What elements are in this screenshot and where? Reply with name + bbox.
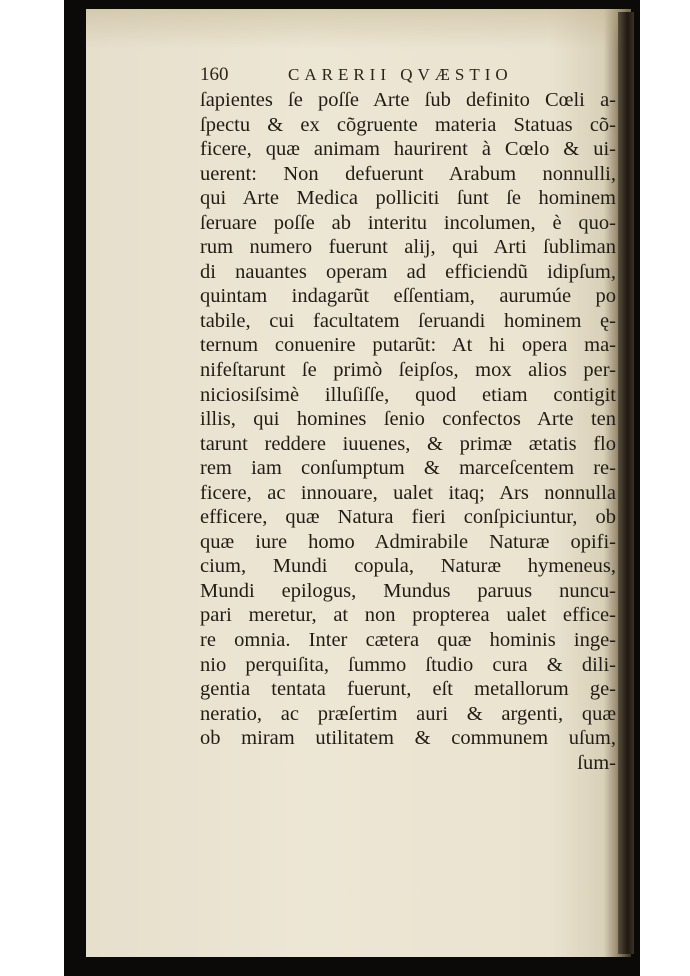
text-line: illis, qui homines ſenio confectos Arte ten xyxy=(200,408,616,431)
page-stain xyxy=(86,9,631,49)
text-line: neratio, ac præſertim auri & argenti, quæ xyxy=(200,702,616,725)
page-edge-binding xyxy=(618,12,634,954)
text-line: pari meretur, at non propterea ualet effice- xyxy=(200,604,616,627)
text-line: cium, Mundi copula, Naturæ hymeneus, xyxy=(200,555,616,578)
text-line: ficere, quæ animam haurirent à Cœlo & ui- xyxy=(200,138,616,161)
text-line: ſapientes ſe poſſe Arte ſub definito Cœli a- xyxy=(200,89,616,111)
catchword: ſum- xyxy=(577,751,616,774)
text-line: re omnia. Inter cætera quæ hominis inge- xyxy=(200,629,616,652)
text-line: qui Arte Medica polliciti ſunt ſe hominem xyxy=(200,187,616,210)
text-line: tarunt reddere iuuenes, & primæ ætatis flo xyxy=(200,432,616,455)
page-header xyxy=(200,64,615,88)
text-line: gentia tentata fuerunt, eſt metallorum ge- xyxy=(200,678,616,701)
text-line: ficere, ac innouare, ualet itaq; Ars nonnulla xyxy=(200,481,616,504)
text-line: ſpectu & ex cõgruente materia Statuas cõ- xyxy=(200,113,616,136)
text-line: rum numero fuerunt alij, qui Arti ſubliman xyxy=(200,236,616,259)
text-line: ſeruare poſſe ab interitu incolumen, è quo- xyxy=(200,211,616,234)
text-line: ob miram utilitatem & communem uſum, xyxy=(200,727,616,750)
running-title: CARERII QVÆSTIO xyxy=(288,65,513,84)
body-text xyxy=(200,88,616,775)
text-line: uerent: Non defuerunt Arabum nonnulli, xyxy=(200,162,616,185)
text-line: Mundi epilogus, Mundus paruus nuncu- xyxy=(200,579,616,602)
text-line: quintam indagarũt eſſentiam, aurumúe po xyxy=(200,285,616,308)
text-line: di nauantes operam ad efficiendũ idipſum, xyxy=(200,260,616,283)
text-line: ternum conuenire putarũt: At hi opera ma- xyxy=(200,334,616,357)
text-line: nifeſtarunt ſe primò ſeipſos, mox alios per- xyxy=(200,359,616,382)
text-line: rem iam conſumptum & marceſcentem re- xyxy=(200,457,616,480)
text-line: tabile, cui facultatem ſeruandi hominem ę- xyxy=(200,309,616,332)
text-line: nio perquiſita, ſummo ſtudio cura & dili- xyxy=(200,653,616,676)
text-line: efficere, quæ Natura fieri conſpiciuntur, ob xyxy=(200,506,616,529)
page-number: 160 xyxy=(200,64,229,85)
text-line: quæ iure homo Admirabile Naturæ opifi- xyxy=(200,530,616,553)
text-line: niciosiſsimè illuſiſſe, quod etiam contigit xyxy=(200,383,616,406)
